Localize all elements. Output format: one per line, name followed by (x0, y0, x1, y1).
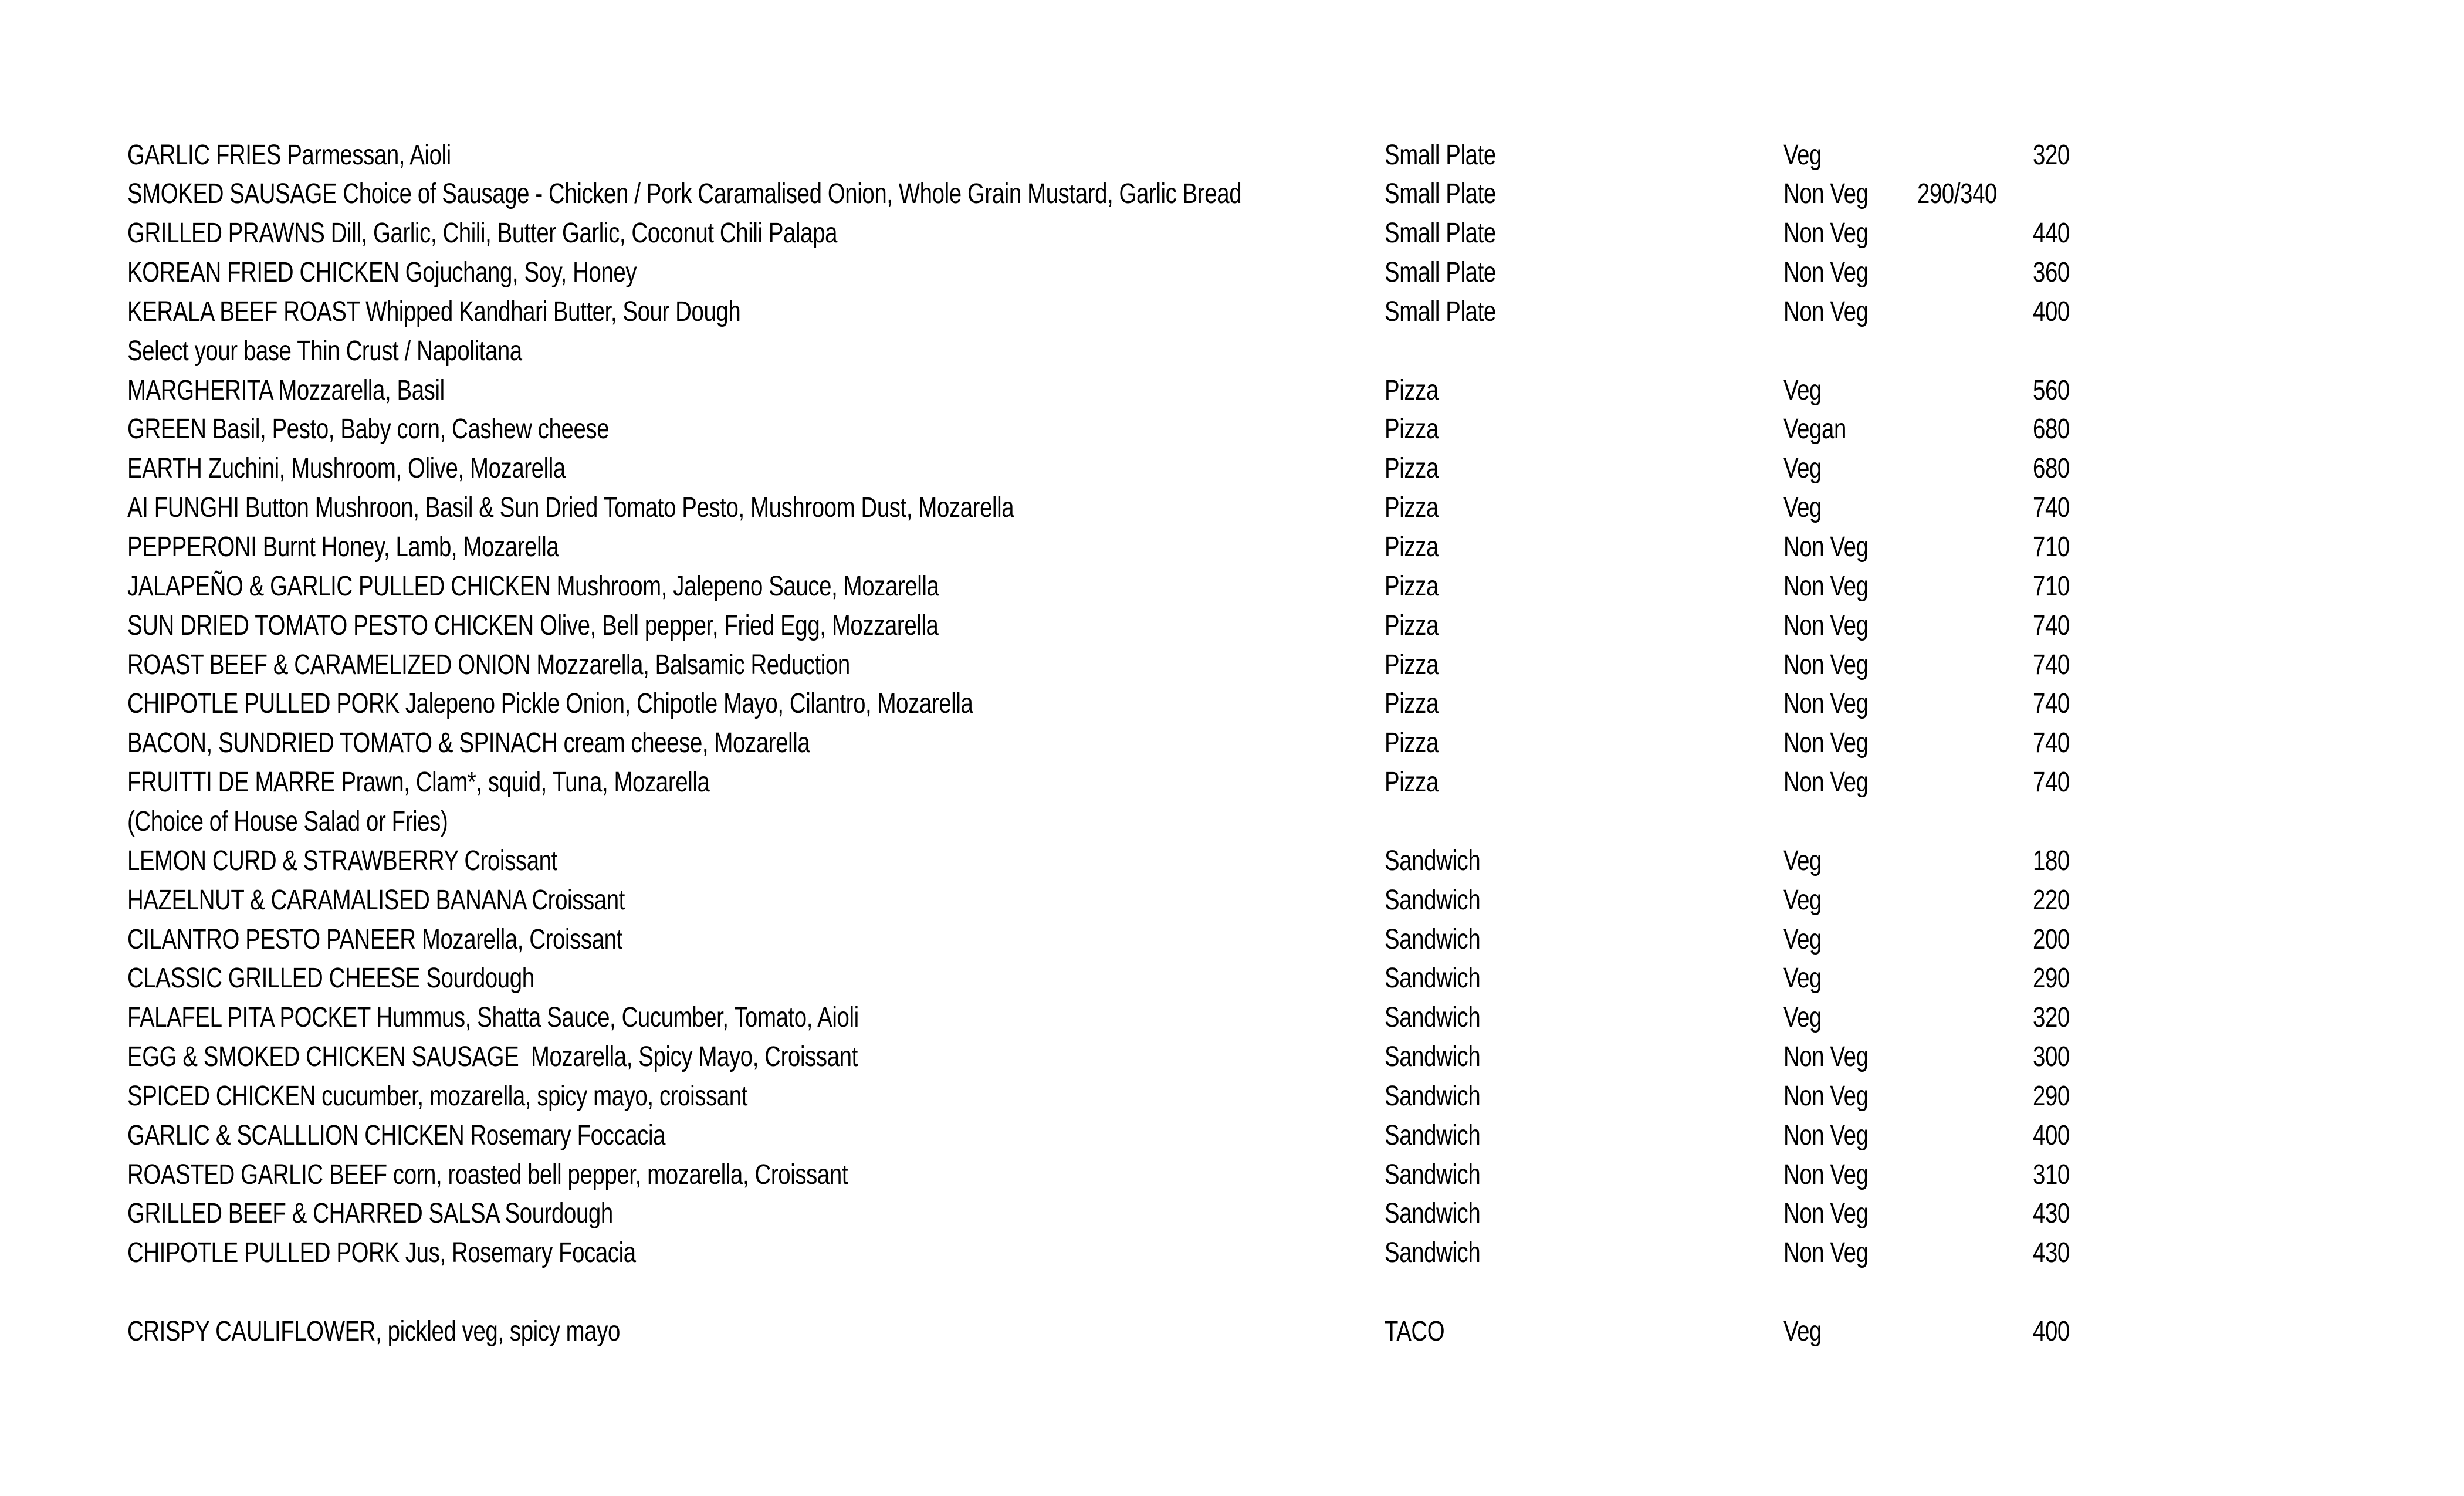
menu-item-name: HAZELNUT & CARAMALISED BANANA Croissant (127, 884, 625, 916)
menu-item-price: 440 (2033, 218, 2070, 249)
menu-item-veg-status: Non Veg (1783, 1237, 1869, 1269)
menu-row (0, 136, 2464, 175)
menu-item-price: 320 (2033, 139, 2070, 171)
menu-item-name: GARLIC & SCALLLION CHICKEN Rosemary Foccacia (127, 1119, 666, 1151)
menu-row (0, 410, 2464, 449)
menu-item-name: SUN DRIED TOMATO PESTO CHICKEN Olive, Bell pepper, Fried Egg, Mozzarella (127, 610, 939, 641)
menu-item-category: Pizza (1385, 610, 1439, 641)
menu-row (0, 959, 2464, 999)
menu-row (0, 567, 2464, 606)
menu-item-category: Sandwich (1385, 963, 1481, 994)
menu-item-category: Pizza (1385, 453, 1439, 485)
menu-item-name: KOREAN FRIED CHICKEN Gojuchang, Soy, Honey (127, 257, 637, 289)
menu-row (0, 645, 2464, 685)
menu-row (0, 999, 2464, 1038)
menu-item-name: JALAPEÑO & GARLIC PULLED CHICKEN Mushroom, Jalepeno Sauce, Mozarella (127, 570, 939, 602)
menu-item-price: 400 (2033, 296, 2070, 327)
menu-row (0, 371, 2464, 410)
menu-item-price: 740 (2033, 727, 2070, 759)
menu-item-veg-status: Non Veg (1783, 532, 1869, 563)
menu-item-category: Sandwich (1385, 1159, 1481, 1190)
menu-item-category: Pizza (1385, 688, 1439, 720)
menu-row (0, 253, 2464, 293)
menu-item-category: Sandwich (1385, 884, 1481, 916)
menu-item-price: 290 (2033, 963, 2070, 994)
menu-item-veg-status: Veg (1783, 923, 1822, 955)
menu-row (0, 606, 2464, 645)
menu-item-price: 200 (2033, 923, 2070, 955)
menu-item-price: 740 (2033, 688, 2070, 720)
menu-item-veg-status: Veg (1783, 1316, 1822, 1347)
menu-row (0, 175, 2464, 214)
menu-item-price: 400 (2033, 1316, 2070, 1347)
menu-item-veg-status: Non Veg (1783, 296, 1869, 327)
menu-item-price: 740 (2033, 492, 2070, 524)
menu-item-name: LEMON CURD & STRAWBERRY Croissant (127, 845, 557, 876)
menu-item-category: Small Plate (1385, 257, 1496, 289)
menu-row (0, 920, 2464, 959)
menu-item-veg-status: Non Veg (1783, 1198, 1869, 1230)
menu-item-category: Sandwich (1385, 1002, 1481, 1034)
menu-item-category: Sandwich (1385, 923, 1481, 955)
menu-item-price: 220 (2033, 884, 2070, 916)
menu-item-veg-status: Veg (1783, 884, 1822, 916)
menu-item-name: PEPPERONI Burnt Honey, Lamb, Mozarella (127, 532, 559, 563)
menu-item-veg-status: Non Veg (1783, 610, 1869, 641)
menu-row (0, 449, 2464, 489)
menu-item-veg-status: Veg (1783, 845, 1822, 876)
menu-item-price: 400 (2033, 1119, 2070, 1151)
menu-item-category: Sandwich (1385, 1237, 1481, 1269)
menu-item-veg-status: Non Veg (1783, 1080, 1869, 1112)
menu-item-name: SPICED CHICKEN cucumber, mozarella, spicy mayo, croissant (127, 1080, 747, 1112)
menu-item-price: 710 (2033, 532, 2070, 563)
menu-item-name: CHIPOTLE PULLED PORK Jus, Rosemary Focacia (127, 1237, 636, 1269)
menu-item-name: GREEN Basil, Pesto, Baby corn, Cashew cheese (127, 414, 610, 445)
menu-item-category: Pizza (1385, 414, 1439, 445)
menu-item-name: SMOKED SAUSAGE Choice of Sausage - Chicken / Pork Caramalised Onion, Whole Grain Mustard, Garlic Bread (127, 178, 1242, 210)
menu-item-name: ROASTED GARLIC BEEF corn, roasted bell pepper, mozarella, Croissant (127, 1159, 848, 1190)
menu-item-veg-status: Non Veg (1783, 649, 1869, 681)
menu-item-name: GARLIC FRIES Parmessan, Aioli (127, 139, 451, 171)
menu-item-category: Sandwich (1385, 1119, 1481, 1151)
menu-row (0, 1077, 2464, 1116)
menu-item-price: 680 (2033, 414, 2070, 445)
menu-item-category: Small Plate (1385, 296, 1496, 327)
menu-row (0, 685, 2464, 724)
menu-item-price: 180 (2033, 845, 2070, 876)
menu-row (0, 292, 2464, 331)
menu-row (0, 489, 2464, 528)
menu-item-veg-status: Non Veg (1783, 1119, 1869, 1151)
menu-item-name: CRISPY CAULIFLOWER, pickled veg, spicy mayo (127, 1316, 620, 1347)
menu-item-name: GRILLED BEEF & CHARRED SALSA Sourdough (127, 1198, 613, 1230)
menu-item-price: 290 (2033, 1080, 2070, 1112)
menu-item-category: Sandwich (1385, 1198, 1481, 1230)
menu-item-category: Small Plate (1385, 218, 1496, 249)
menu-row (0, 1194, 2464, 1234)
menu-item-category: Pizza (1385, 767, 1439, 798)
menu-item-price: 320 (2033, 1002, 2070, 1034)
menu-row (0, 1116, 2464, 1155)
menu-item-veg-status: Veg (1783, 492, 1822, 524)
menu-item-veg-status: Non Veg (1783, 570, 1869, 602)
menu-item-price: 710 (2033, 570, 2070, 602)
menu-item-veg-status: Non Veg (1783, 218, 1869, 249)
menu-row (0, 1312, 2464, 1352)
menu-item-veg-status: Veg (1783, 453, 1822, 485)
menu-item-price: 310 (2033, 1159, 2070, 1190)
menu-row (0, 724, 2464, 763)
menu-row (0, 1273, 2464, 1312)
menu-item-name: GRILLED PRAWNS Dill, Garlic, Chili, Butter Garlic, Coconut Chili Palapa (127, 218, 838, 249)
menu-item-veg-status: Veg (1783, 963, 1822, 994)
menu-item-category: Pizza (1385, 727, 1439, 759)
menu-item-name: MARGHERITA Mozzarella, Basil (127, 374, 445, 406)
menu-item-name: FRUITTI DE MARRE Prawn, Clam*, squid, Tuna, Mozarella (127, 767, 710, 798)
menu-item-category: Pizza (1385, 492, 1439, 524)
menu-row (0, 1038, 2464, 1077)
menu-row (0, 1155, 2464, 1194)
menu-item-name: ROAST BEEF & CARAMELIZED ONION Mozzarella, Balsamic Reduction (127, 649, 850, 681)
menu-item-veg-status: Non Veg (1783, 727, 1869, 759)
menu-item-veg-status: Veg (1783, 374, 1822, 406)
menu-item-price-alt: 290/340 (1917, 178, 1998, 210)
menu-row (0, 841, 2464, 881)
menu-item-price: 740 (2033, 767, 2070, 798)
menu-item-price: 680 (2033, 453, 2070, 485)
menu-item-category: Pizza (1385, 374, 1439, 406)
menu-item-veg-status: Non Veg (1783, 1041, 1869, 1073)
menu-row (0, 802, 2464, 841)
menu-item-name: AI FUNGHI Button Mushroon, Basil & Sun Dried Tomato Pesto, Mushroom Dust, Mozarella (127, 492, 1014, 524)
menu-item-category: TACO (1385, 1316, 1445, 1347)
menu-item-name: BACON, SUNDRIED TOMATO & SPINACH cream cheese, Mozarella (127, 727, 810, 759)
menu-item-price: 740 (2033, 649, 2070, 681)
menu-item-name: CHIPOTLE PULLED PORK Jalepeno Pickle Onion, Chipotle Mayo, Cilantro, Mozarella (127, 688, 973, 720)
menu-item-name: CILANTRO PESTO PANEER Mozarella, Croissant (127, 923, 622, 955)
menu-item-veg-status: Veg (1783, 1002, 1822, 1034)
menu-item-name: CLASSIC GRILLED CHEESE Sourdough (127, 963, 534, 994)
menu-row (0, 528, 2464, 567)
menu-row (0, 214, 2464, 253)
menu-item-veg-status: Non Veg (1783, 688, 1869, 720)
menu-item-price: 560 (2033, 374, 2070, 406)
menu-item-category: Pizza (1385, 649, 1439, 681)
menu-item-veg-status: Vegan (1783, 414, 1846, 445)
menu-item-price: 360 (2033, 257, 2070, 289)
menu-item-veg-status: Non Veg (1783, 1159, 1869, 1190)
menu-item-name: FALAFEL PITA POCKET Hummus, Shatta Sauce, Cucumber, Tomato, Aioli (127, 1002, 859, 1034)
menu-item-category: Sandwich (1385, 1041, 1481, 1073)
menu-row (0, 881, 2464, 920)
menu-item-veg-status: Non Veg (1783, 257, 1869, 289)
menu-item-name: KERALA BEEF ROAST Whipped Kandhari Butter, Sour Dough (127, 296, 741, 327)
menu-item-veg-status: Non Veg (1783, 767, 1869, 798)
menu-item-name: (Choice of House Salad or Fries) (127, 805, 448, 837)
menu-item-veg-status: Veg (1783, 139, 1822, 171)
menu-item-veg-status: Non Veg (1783, 178, 1869, 210)
menu-item-category: Sandwich (1385, 1080, 1481, 1112)
menu-item-category: Pizza (1385, 570, 1439, 602)
menu-item-price: 300 (2033, 1041, 2070, 1073)
menu-item-category: Sandwich (1385, 845, 1481, 876)
menu-row (0, 331, 2464, 371)
menu-item-price: 430 (2033, 1198, 2070, 1230)
menu-item-price: 430 (2033, 1237, 2070, 1269)
menu-item-name: EGG & SMOKED CHICKEN SAUSAGE Mozarella, Spicy Mayo, Croissant (127, 1041, 858, 1073)
menu-row (0, 763, 2464, 803)
menu-item-category: Small Plate (1385, 139, 1496, 171)
menu-item-price: 740 (2033, 610, 2070, 641)
menu-item-name: Select your base Thin Crust / Napolitana (127, 335, 522, 367)
menu-row (0, 1234, 2464, 1273)
menu-item-category: Pizza (1385, 532, 1439, 563)
menu-item-name: EARTH Zuchini, Mushroom, Olive, Mozarella (127, 453, 566, 485)
menu-item-category: Small Plate (1385, 178, 1496, 210)
